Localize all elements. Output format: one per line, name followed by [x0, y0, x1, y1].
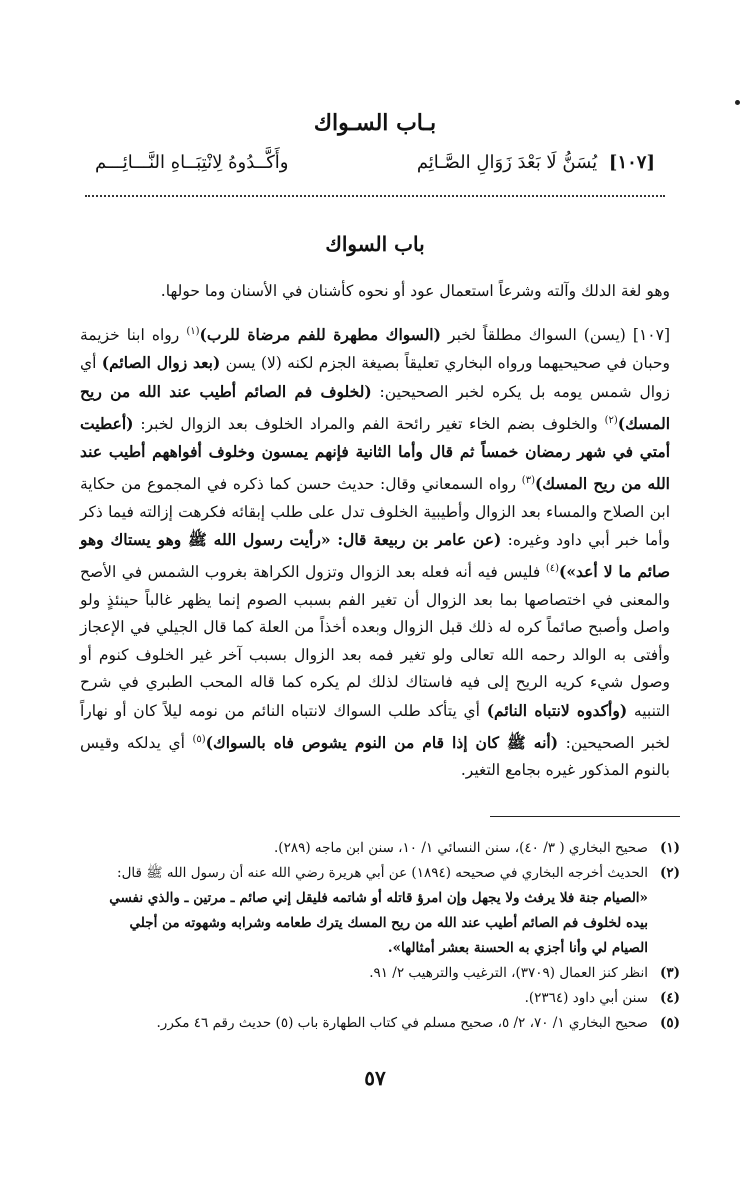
footnote-text	[90, 1011, 648, 1036]
footnote-ref: (٢)	[604, 414, 618, 426]
main-paragraph	[80, 318, 670, 785]
footnote-rule	[490, 816, 680, 817]
verse-number: [١٠٧]	[608, 152, 655, 173]
text-run: [١٠٧] (يسن) السواك مطلقاً لخبر	[440, 325, 670, 344]
footnote-body: انظر كنز العمال (٣٧٠٩)، الترغيب والترهيب ٢/ ٩١.	[369, 965, 648, 981]
hadith-quote: (أنه ﷺ كان إذا قام من النوم يشوص فاه بالسواك)	[205, 732, 559, 752]
text-run: والخلوف بضم الخاء تغير رائحة الفم والمراد الخلوف بعد الزوال لخبر:	[133, 414, 605, 433]
footnote-text	[90, 961, 648, 986]
text-run: فليس فيه أنه فعله بعد الزوال وتزول الكراهة بغروب الشمس في الأصح والمعنى في اختصاصها بما بعد الزوال أن تغير الفم بسبب الصوم إنما يظهر غالباً حينئذٍ ولو واصل وأصبح صائماً كره له ذلك قبل الزوال وبعده أخذاً من العلة كما قال الجيلي في الإعجاز وأفتى به الوالد رحمه الله تعالى ولو تغير فمه بعد الزوال بسبب آخر غير الخلوف كنوم أو وصول شيء كريه الريح إلى فيه فاستاك لذلك لم يكره كما قاله المحب الطبري في شرح التنبيه	[80, 562, 670, 720]
hadith-quote: (السواك مطهرة للفم مرضاة للرب)	[199, 324, 441, 344]
footnote-item	[90, 836, 680, 861]
poem-verse	[95, 152, 655, 173]
margin-dot	[735, 100, 740, 105]
footnote-number: (٢)	[659, 865, 680, 881]
footnote-item	[90, 1011, 680, 1036]
dotted-separator	[85, 195, 665, 197]
text-run: رواه السمعاني وقال: حديث حسن كما ذكره في المجموع من حكاية ابن الصلاح والمساء بعد الزوال وأطيبية الخلوف تدل على طلب إبقائه فكرهت إزالته فيما ذكر وأما خبر أبي داود وغيره:	[80, 475, 670, 550]
footnote-ref: (١)	[186, 325, 200, 337]
verse-hemistich-1: يُسَنُّ لَا بَعْدَ زَوَالِ الصَّـائِم	[416, 152, 598, 173]
hadith-quote: (أعطيت أمتي في شهر رمضان خمساً ثم قال وأما الثانية فإنهم يمسون وخلوف أفواههم أطيب عند الله من ريح المسك)	[80, 413, 670, 494]
footnote-number: (١)	[659, 840, 680, 856]
footnote-hadith: «الصيام جنة فلا يرفث ولا يجهل وإن امرؤ قاتله أو شاتمه فليقل إني صائم ـ مرتين ـ والذي نفسي بيده لخلوف فم الصائم أطيب عند الله من ريح المسك يترك طعامه وشرابه وشهوته من أجلي الصيام لي وأنا أجزي به الحسنة بعشر أمثالها».	[109, 890, 648, 956]
footnote-body: صحيح البخاري ( ٣/ ٤٠)، سنن النسائي ١/ ١٠، سنن ابن ماجه (٢٨٩).	[274, 840, 648, 856]
footnote-text	[90, 861, 648, 961]
text-run: أي يدلكه وقيس بالنوم المذكور غيره بجامع التغير.	[80, 733, 670, 780]
text-run: أي يتأكد طلب السواك لانتباه النائم من نومه ليلاً كان أو نهاراً لخبر الصحيحين:	[80, 701, 670, 752]
footnote-ref: (٤)	[545, 562, 560, 574]
footnote-body: صحيح البخاري ١/ ٧٠، ٢/ ٥، صحيح مسلم في كتاب الطهارة باب (٥) حديث رقم ٤٦ مكرر.	[156, 1015, 648, 1031]
intro-paragraph: وهو لغة الدلك وآلته وشرعاً استعمال عود أو نحوه كأشنان في الأسنان وما حولها.	[160, 282, 670, 300]
text-run: أي زوال شمس يومه بل يكره لخبر الصحيحين:	[80, 354, 670, 401]
hadith-quote: (عن عامر بن ربيعة قال: «رأيت رسول الله ﷺ وهو يستاك وهو صائم ما لا أعد»)	[80, 530, 671, 581]
footnote-text	[90, 836, 648, 861]
footnote-item	[90, 986, 680, 1011]
chapter-title: بـاب السـواك	[313, 110, 437, 136]
section-title: باب السواك	[325, 232, 425, 256]
text-run: رواه ابنا خزيمة وحبان في صحيحيهما ورواه البخاري تعليقاً بصيغة الجزم لكنه (لا) يسن	[80, 325, 670, 373]
verse-first-hemistich	[417, 152, 655, 173]
hadith-quote: (لخلوف فم الصائم أطيب عند الله من ريح المسك)	[80, 381, 670, 433]
footnote-ref: (٥)	[192, 733, 206, 745]
matn-quote: (بعد زوال الصائم)	[101, 353, 221, 373]
footnote-text	[90, 986, 648, 1011]
footnote-item	[90, 961, 680, 986]
matn-quote: (وأكدوه لانتباه النائم)	[486, 700, 628, 720]
footnote-number: (٥)	[659, 1015, 680, 1031]
footnotes	[90, 836, 680, 1036]
footnote-body: الحديث أخرجه البخاري في صحيحه (١٨٩٤) عن أبي هريرة رضي الله عنه أن رسول الله ﷺ قال:	[117, 865, 648, 881]
commentary-body	[80, 278, 670, 797]
footnote-ref: (٣)	[521, 474, 535, 486]
page-number: ٥٧	[364, 1066, 386, 1090]
footnote-body: سنن أبي داود (٢٣٦٤).	[524, 990, 648, 1006]
footnote-item	[90, 861, 680, 961]
footnote-number: (٣)	[659, 965, 680, 981]
verse-hemistich-2: وأَكَّــدُوهُ لِانْتِبَــاهِ النَّـــائِـــم	[95, 152, 289, 173]
footnote-number: (٤)	[659, 990, 680, 1006]
